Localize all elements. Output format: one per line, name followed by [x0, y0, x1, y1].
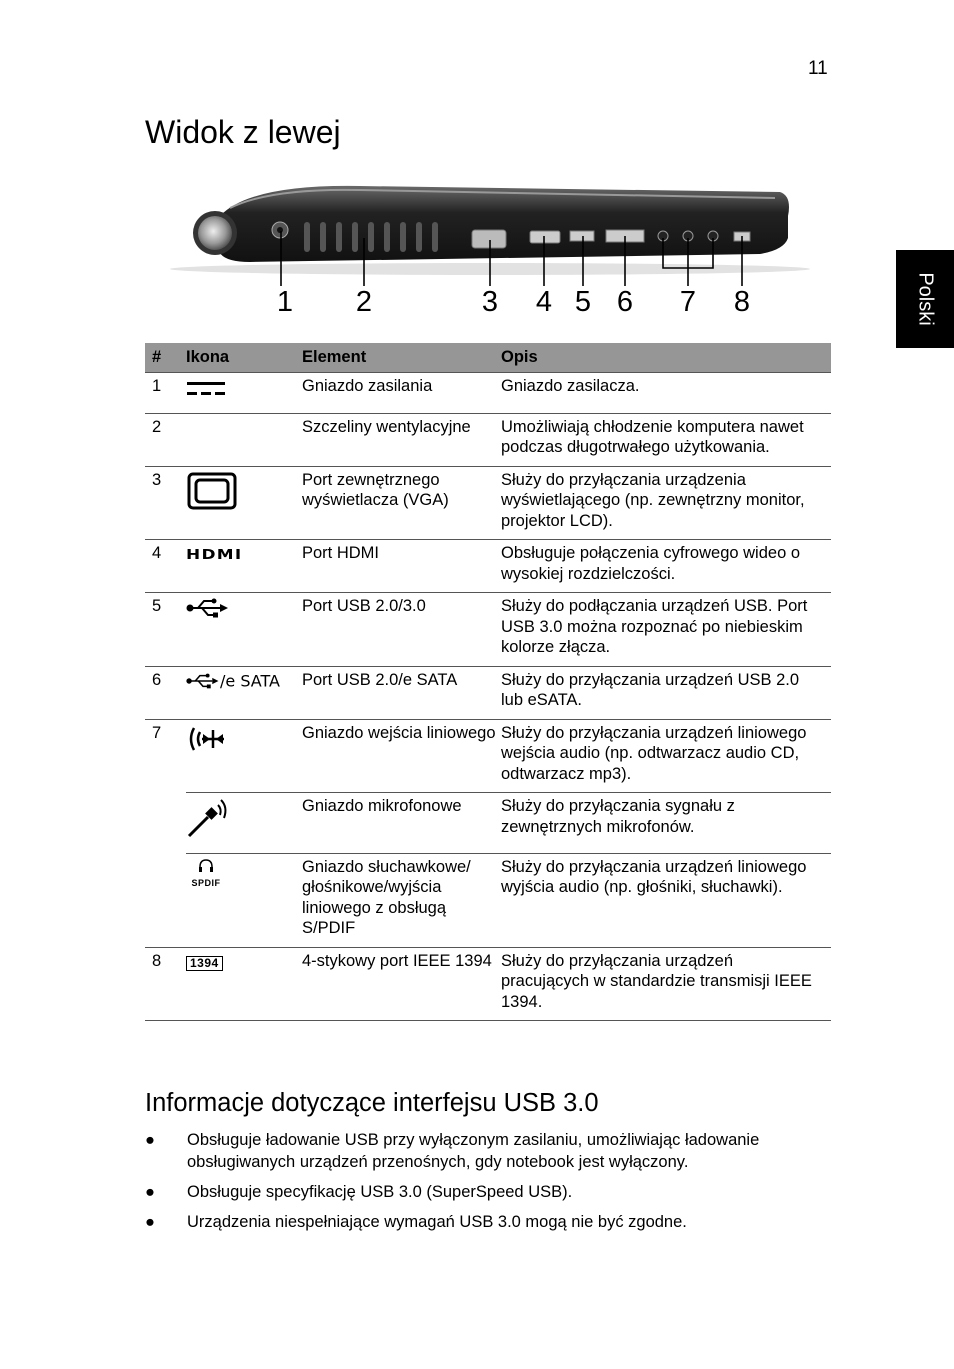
list-item — [145, 1181, 835, 1203]
bullet-icon: ● — [145, 1183, 155, 1201]
callout-6: 6 — [616, 286, 634, 318]
table-row — [145, 373, 831, 414]
headphone-spdif-icon: SPDIF — [191, 878, 221, 888]
table-row — [145, 947, 831, 1021]
microphone-icon — [186, 797, 230, 839]
callout-5: 5 — [574, 286, 592, 318]
row-num — [145, 793, 186, 854]
row-num: 8 — [145, 947, 186, 1021]
bullet-icon: ● — [145, 1131, 155, 1149]
hdmi-icon: HDMI — [186, 548, 243, 563]
row-element: Gniazdo wejścia liniowego — [302, 719, 501, 793]
row-element: Szczeliny wentylacyjne — [302, 413, 501, 466]
bullet-icon: ● — [145, 1213, 155, 1231]
table-row — [145, 719, 831, 793]
row-element: Port zewnętrznego wyświetlacza (VGA) — [302, 466, 501, 540]
row-element: Port USB 2.0/e SATA — [302, 666, 501, 719]
row-element: Port USB 2.0/3.0 — [302, 593, 501, 667]
header-icon: Ikona — [186, 343, 302, 373]
row-desc: Obsługuje połączenia cyfrowego wideo o wysokiej rozdzielczości. — [501, 540, 831, 593]
port-spec-table — [145, 343, 831, 1021]
row-num: 7 — [152, 723, 162, 742]
usb-esata-usb-icon — [186, 671, 220, 691]
list-item — [145, 1129, 835, 1173]
table-row — [145, 793, 831, 854]
row-num: 4 — [145, 540, 186, 593]
row-num — [145, 853, 186, 947]
usb3-bullet-list — [145, 1129, 835, 1241]
row-num: 3 — [145, 466, 186, 540]
row-desc: Służy do przyłączania urządzenia wyświetlającego (np. zewnętrzny monitor, projektor LCD). — [501, 466, 831, 540]
callout-3: 3 — [481, 286, 499, 318]
language-tab-label: Polski — [914, 272, 937, 326]
vga-icon — [186, 471, 238, 511]
row-element: Gniazdo zasilania — [302, 373, 501, 414]
language-tab — [896, 250, 954, 348]
row-desc: Służy do podłączania urządzeń USB. Port USB 3.0 można rozpoznać po niebieskim kolorze złącza. — [501, 593, 831, 667]
page-number: 11 — [808, 58, 828, 79]
table-header-row — [145, 343, 831, 373]
page-title: Widok z lewej — [145, 114, 341, 150]
row-desc: Umożliwiają chłodzenie komputera nawet podczas długotrwałego użytkowania. — [501, 413, 831, 466]
line-in-icon — [186, 724, 228, 754]
row-desc: Służy do przyłączania sygnału z zewnętrznych mikrofonów. — [501, 793, 831, 854]
usb-esata-icon: /e SATA — [220, 670, 280, 690]
section-title-usb3: Informacje dotyczące interfejsu USB 3.0 — [145, 1089, 599, 1117]
row-num: 5 — [145, 593, 186, 667]
row-desc: Służy do przyłączania urządzeń liniowego wejścia audio (np. odtwarzacz audio CD, odtwarzacz mp3). — [501, 719, 831, 793]
header-num: # — [145, 343, 186, 373]
table-row — [145, 666, 831, 719]
list-item-text: Obsługuje specyfikację USB 3.0 (SuperSpeed USB). — [187, 1183, 573, 1201]
row-element: Gniazdo mikrofonowe — [302, 793, 501, 854]
row-desc: Służy do przyłączania urządzeń USB 2.0 lub eSATA. — [501, 666, 831, 719]
callout-8: 8 — [733, 286, 751, 318]
row-element: Port HDMI — [302, 540, 501, 593]
row-num: 1 — [145, 373, 186, 414]
ieee1394-icon: 1394 — [186, 956, 223, 971]
headphone-glyph-icon — [198, 859, 214, 873]
row-num: 6 — [145, 666, 186, 719]
row-desc: Gniazdo zasilacza. — [501, 373, 831, 414]
table-row — [145, 466, 831, 540]
row-desc: Służy do przyłączania urządzeń liniowego wyjścia audio (np. głośniki, słuchawki). — [501, 853, 831, 947]
table-row — [145, 853, 831, 947]
callout-4: 4 — [535, 286, 553, 318]
table-row — [145, 413, 831, 466]
list-item — [145, 1211, 835, 1233]
header-desc: Opis — [501, 343, 831, 373]
callout-2: 2 — [355, 286, 373, 318]
list-item-text: Obsługuje ładowanie USB przy wyłączonym zasilaniu, umożliwiając ładowanie obsługiwanych urządzeń przenośnych, gdy notebook jest wyłączony. — [187, 1131, 760, 1171]
usb-icon — [186, 597, 230, 619]
dc-power-icon — [186, 377, 226, 399]
callout-7: 7 — [679, 286, 697, 318]
list-item-text: Urządzenia niespełniające wymagań USB 3.0 mogą nie być zgodne. — [187, 1213, 687, 1231]
table-row — [145, 540, 831, 593]
row-num: 2 — [145, 413, 186, 466]
header-element: Element — [302, 343, 501, 373]
row-element: Gniazdo słuchawkowe/ głośnikowe/wyjścia liniowego z obsługą S/PDIF — [302, 853, 501, 947]
row-element: 4-stykowy port IEEE 1394 — [302, 947, 501, 1021]
table-row — [145, 593, 831, 667]
callout-1: 1 — [276, 286, 294, 318]
row-desc: Służy do przyłączania urządzeń pracujących w standardzie transmisji IEEE 1394. — [501, 947, 831, 1021]
